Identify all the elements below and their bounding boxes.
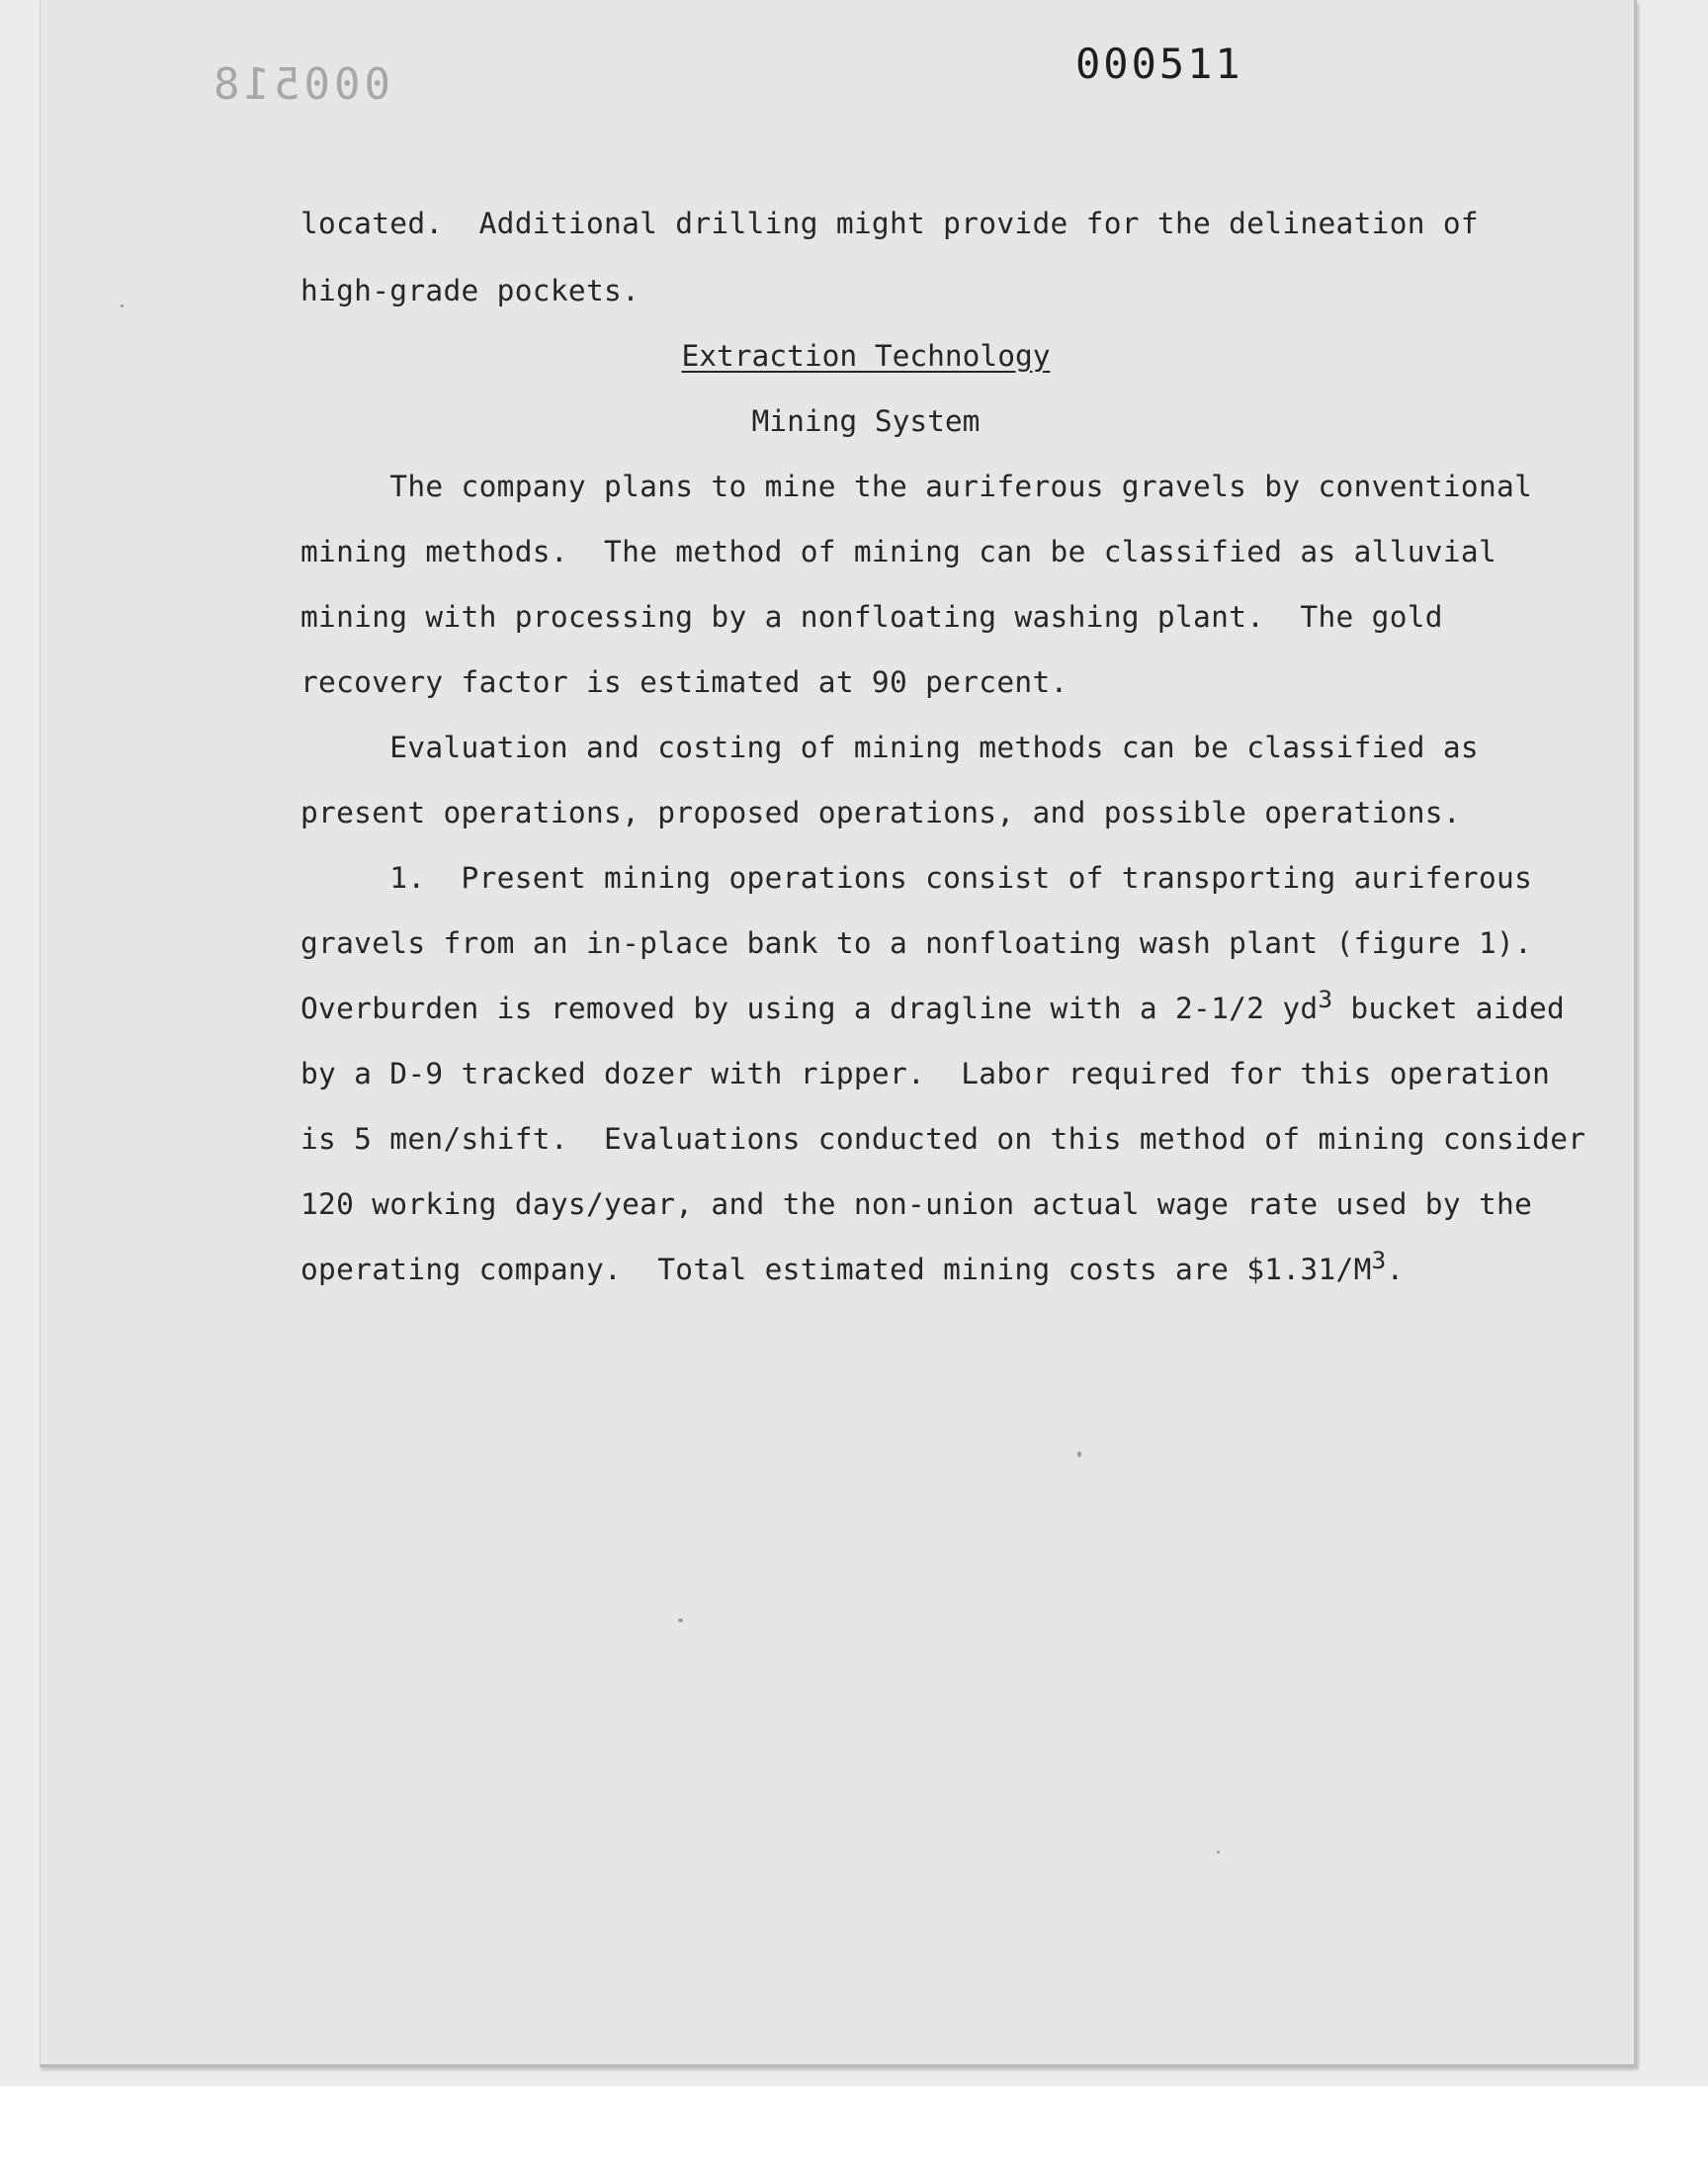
subsection-heading: Mining System — [751, 404, 981, 438]
section-heading — [0, 338, 1708, 374]
list-item-line: gravels from an in-place bank to a nonfloating wash plant (figure 1). — [300, 926, 1533, 960]
paragraph-line: mining methods. The method of mining can be classified as alluvial — [300, 535, 1497, 568]
line-text: Overburden is removed by using a dragline with a 2-1/2 yd — [300, 992, 1319, 1025]
paragraph-line: present operations, proposed operations, and possible operations. — [300, 796, 1461, 829]
list-item-line: by a D-9 tracked dozer with ripper. Labor required for this operation — [300, 1057, 1551, 1090]
page-number-stamp: 000511 — [1075, 40, 1243, 88]
section-heading-text: Extraction Technology — [681, 339, 1051, 373]
superscript: 3 — [1371, 1247, 1387, 1275]
scan-speck — [678, 1618, 683, 1622]
scan-speck — [1217, 1851, 1220, 1854]
document-page — [40, 0, 1637, 2067]
list-item-line: 1. Present mining operations consist of transporting auriferous — [300, 861, 1533, 895]
mirrored-page-number-bleed: 000518 — [210, 59, 390, 110]
line-text: bucket aided — [1332, 992, 1566, 1025]
superscript: 3 — [1318, 986, 1333, 1014]
line-text: . — [1386, 1253, 1405, 1286]
body-line: located. Additional drilling might provide for the delineation of — [300, 207, 1479, 240]
paragraph-line: The company plans to mine the auriferous gravels by conventional — [300, 470, 1533, 503]
list-item-line: 120 working days/year, and the non-union actual wage rate used by the — [300, 1187, 1533, 1221]
paragraph-line: Evaluation and costing of mining methods can be classified as — [300, 731, 1479, 764]
list-item-line — [300, 1247, 1405, 1287]
paragraph-line: recovery factor is estimated at 90 percent. — [300, 665, 1068, 699]
scan-speck — [121, 304, 124, 307]
list-item-line: is 5 men/shift. Evaluations conducted on this method of mining consider — [300, 1122, 1586, 1156]
body-line: high-grade pockets. — [300, 274, 640, 307]
paragraph-line: mining with processing by a nonfloating washing plant. The gold — [300, 600, 1443, 634]
line-text: operating company. Total estimated mining costs are $1.31/M — [300, 1253, 1372, 1286]
list-item-line — [300, 986, 1566, 1026]
scan-speck — [1077, 1451, 1081, 1457]
